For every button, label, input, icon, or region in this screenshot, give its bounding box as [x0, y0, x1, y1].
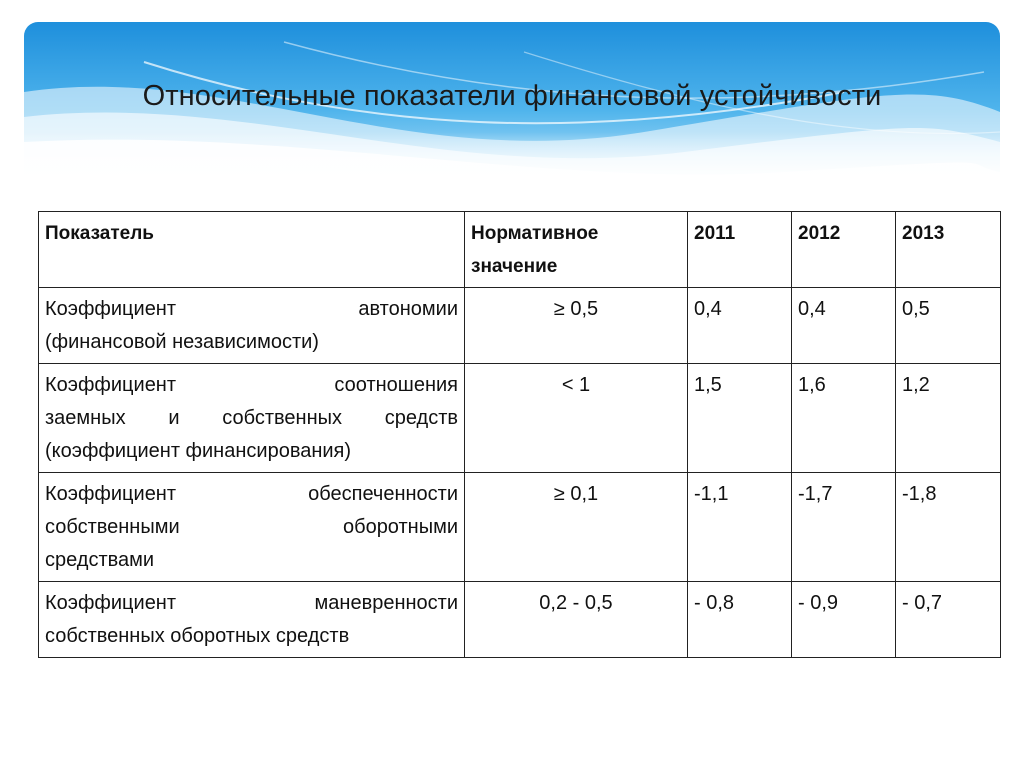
indicator-name-line: заемных и собственных средств: [45, 407, 458, 429]
value-2011: - 0,8: [688, 582, 792, 658]
value-2013: 1,2: [896, 364, 1001, 473]
slide-title: Относительные показатели финансовой устойчивости: [142, 80, 882, 112]
value-2011: -1,1: [688, 473, 792, 582]
indicator-name-line: Коэффициент автономии: [45, 298, 458, 320]
indicator-name-line: Коэффициент соотношения: [45, 374, 458, 396]
indicator-name-line: собственными оборотными: [45, 516, 458, 538]
header-indicator: Показатель: [39, 212, 465, 288]
table-row: [39, 288, 1001, 364]
value-2012: -1,7: [792, 473, 896, 582]
norm-value: ≥ 0,1: [465, 473, 688, 582]
header-2013: 2013: [896, 212, 1001, 288]
indicator-name: [39, 473, 465, 582]
value-2013: -1,8: [896, 473, 1001, 582]
norm-value: 0,2 - 0,5: [465, 582, 688, 658]
table-header-row: [39, 212, 1001, 288]
table-row: [39, 473, 1001, 582]
indicator-name-line: (коэффициент финансирования): [45, 440, 352, 462]
header-norm: Нормативное значение: [465, 212, 688, 288]
indicator-name-line: Коэффициент обеспеченности: [45, 483, 458, 505]
table-row: [39, 364, 1001, 473]
header-2011: 2011: [688, 212, 792, 288]
value-2012: 1,6: [792, 364, 896, 473]
value-2011: 1,5: [688, 364, 792, 473]
indicator-name: [39, 364, 465, 473]
value-2012: - 0,9: [792, 582, 896, 658]
indicators-table: [38, 211, 1001, 658]
indicator-name-line: средствами: [45, 549, 155, 571]
norm-value: ≥ 0,5: [465, 288, 688, 364]
norm-value: < 1: [465, 364, 688, 473]
table-row: [39, 582, 1001, 658]
indicator-name-line: собственных оборотных средств: [45, 625, 350, 647]
value-2013: - 0,7: [896, 582, 1001, 658]
indicator-name-line: (финансовой независимости): [45, 331, 319, 353]
value-2012: 0,4: [792, 288, 896, 364]
header-2012: 2012: [792, 212, 896, 288]
value-2013: 0,5: [896, 288, 1001, 364]
value-2011: 0,4: [688, 288, 792, 364]
indicator-name-line: Коэффициент маневренности: [45, 592, 458, 614]
indicator-name: [39, 582, 465, 658]
indicator-name: [39, 288, 465, 364]
